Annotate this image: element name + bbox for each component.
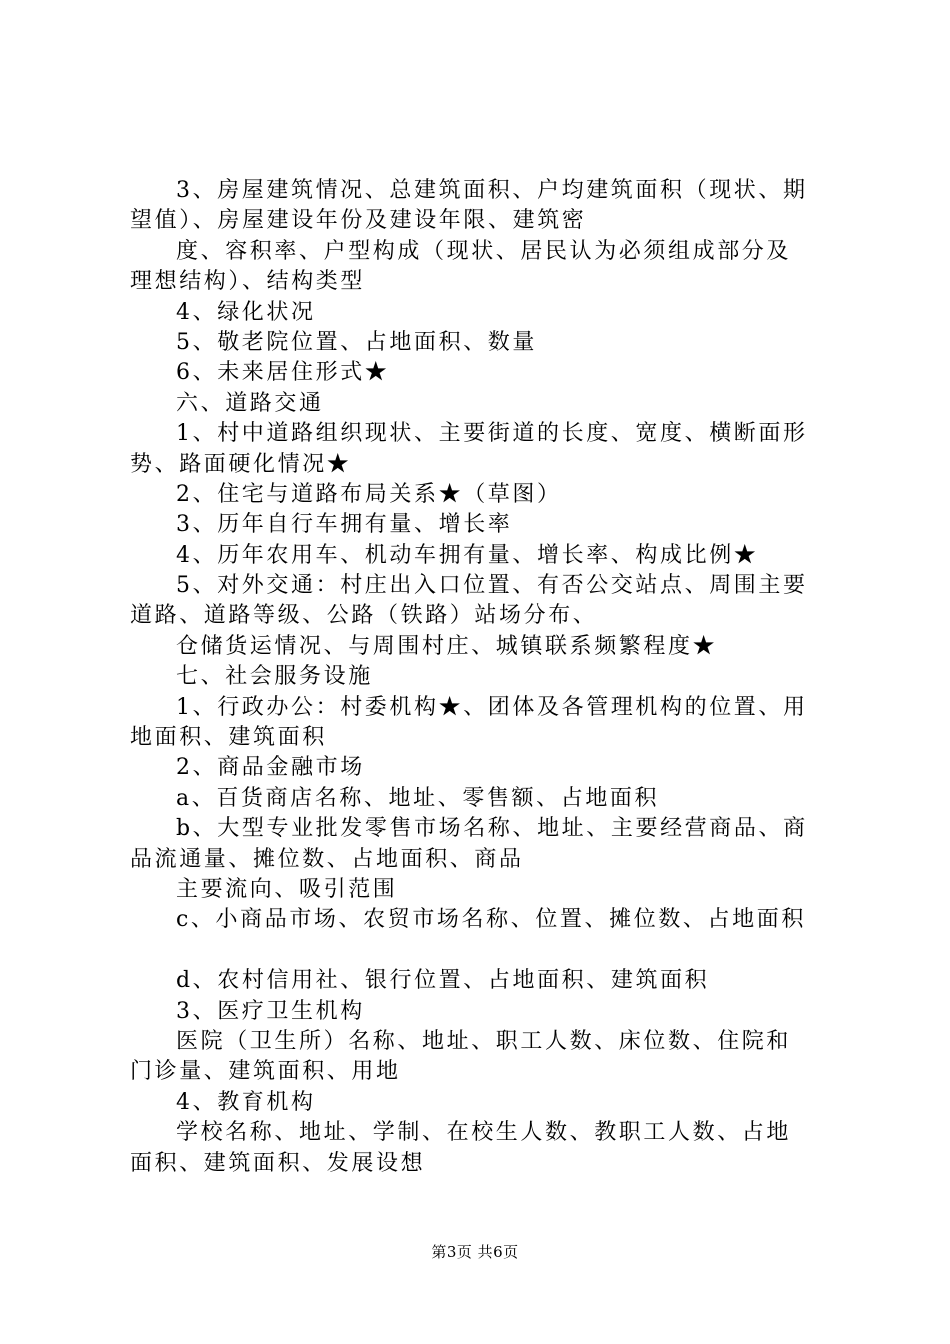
section-heading: 七、社会服务设施	[176, 664, 373, 690]
paragraph-line: 3、医疗卫生机构	[176, 998, 365, 1024]
paragraph-line: 望值）、房屋建设年份及建设年限、建筑密	[130, 208, 587, 234]
paragraph-line: 仓储货运情况、与周围村庄、城镇联系频繁程度★	[176, 633, 718, 659]
document-body	[130, 176, 830, 1179]
section-heading: 六、道路交通	[176, 390, 324, 416]
paragraph-line: d、农村信用社、银行位置、占地面积、建筑面积	[176, 968, 710, 994]
paragraph-line: b、大型专业批发零售市场名称、地址、主要经营商品、商	[176, 816, 808, 842]
paragraph-line: 5、对外交通：村庄出入口位置、有否公交站点、周围主要	[176, 573, 808, 599]
page-number-label: 第3页 共6页	[431, 1243, 519, 1261]
paragraph-line: 3、房屋建筑情况、总建筑面积、户均建筑面积（现状、期	[176, 178, 808, 203]
paragraph-line: 2、住宅与道路布局关系★（草图）	[176, 481, 562, 507]
paragraph-line: 6、未来居住形式★	[176, 360, 390, 386]
paragraph-line: 1、村中道路组织现状、主要街道的长度、宽度、横断面形	[176, 421, 808, 447]
paragraph-line: 医院（卫生所）名称、地址、职工人数、床位数、住院和	[176, 1028, 792, 1054]
paragraph-line: 门诊量、建筑面积、用地	[130, 1059, 401, 1085]
paragraph-line: 4、教育机构	[176, 1089, 316, 1115]
paragraph-line: 理想结构）、结构类型	[130, 269, 366, 295]
blank-line	[130, 936, 830, 966]
paragraph-line: 面积、建筑面积、发展设想	[130, 1150, 426, 1176]
paragraph-line: c、小商品市场、农贸市场名称、位置、摊位数、占地面积	[176, 907, 806, 933]
paragraph-line: 度、容积率、户型构成（现状、居民认为必须组成部分及	[176, 238, 792, 264]
paragraph-line: 3、历年自行车拥有量、增长率	[176, 512, 513, 538]
paragraph-line: 学校名称、地址、学制、在校生人数、教职工人数、占地	[176, 1120, 792, 1146]
paragraph-line: 地面积、建筑面积	[130, 725, 327, 751]
paragraph-line: 2、商品金融市场	[176, 755, 365, 781]
paragraph-line: a、百货商店名称、地址、零售额、占地面积	[176, 785, 660, 811]
paragraph-line: 势、路面硬化情况★	[130, 451, 352, 477]
paragraph-line: 5、敬老院位置、占地面积、数量	[176, 329, 537, 355]
paragraph-line: 主要流向、吸引范围	[176, 876, 398, 902]
paragraph-line: 品流通量、摊位数、占地面积、商品	[130, 846, 524, 872]
paragraph-line: 1、行政办公：村委机构★、团体及各管理机构的位置、用	[176, 694, 808, 720]
page-footer	[0, 1241, 950, 1262]
paragraph-line: 道路、道路等级、公路（铁路）站场分布、	[130, 603, 598, 629]
paragraph-line: 4、历年农用车、机动车拥有量、增长率、构成比例★	[176, 542, 759, 568]
paragraph-line: 4、绿化状况	[176, 299, 316, 325]
